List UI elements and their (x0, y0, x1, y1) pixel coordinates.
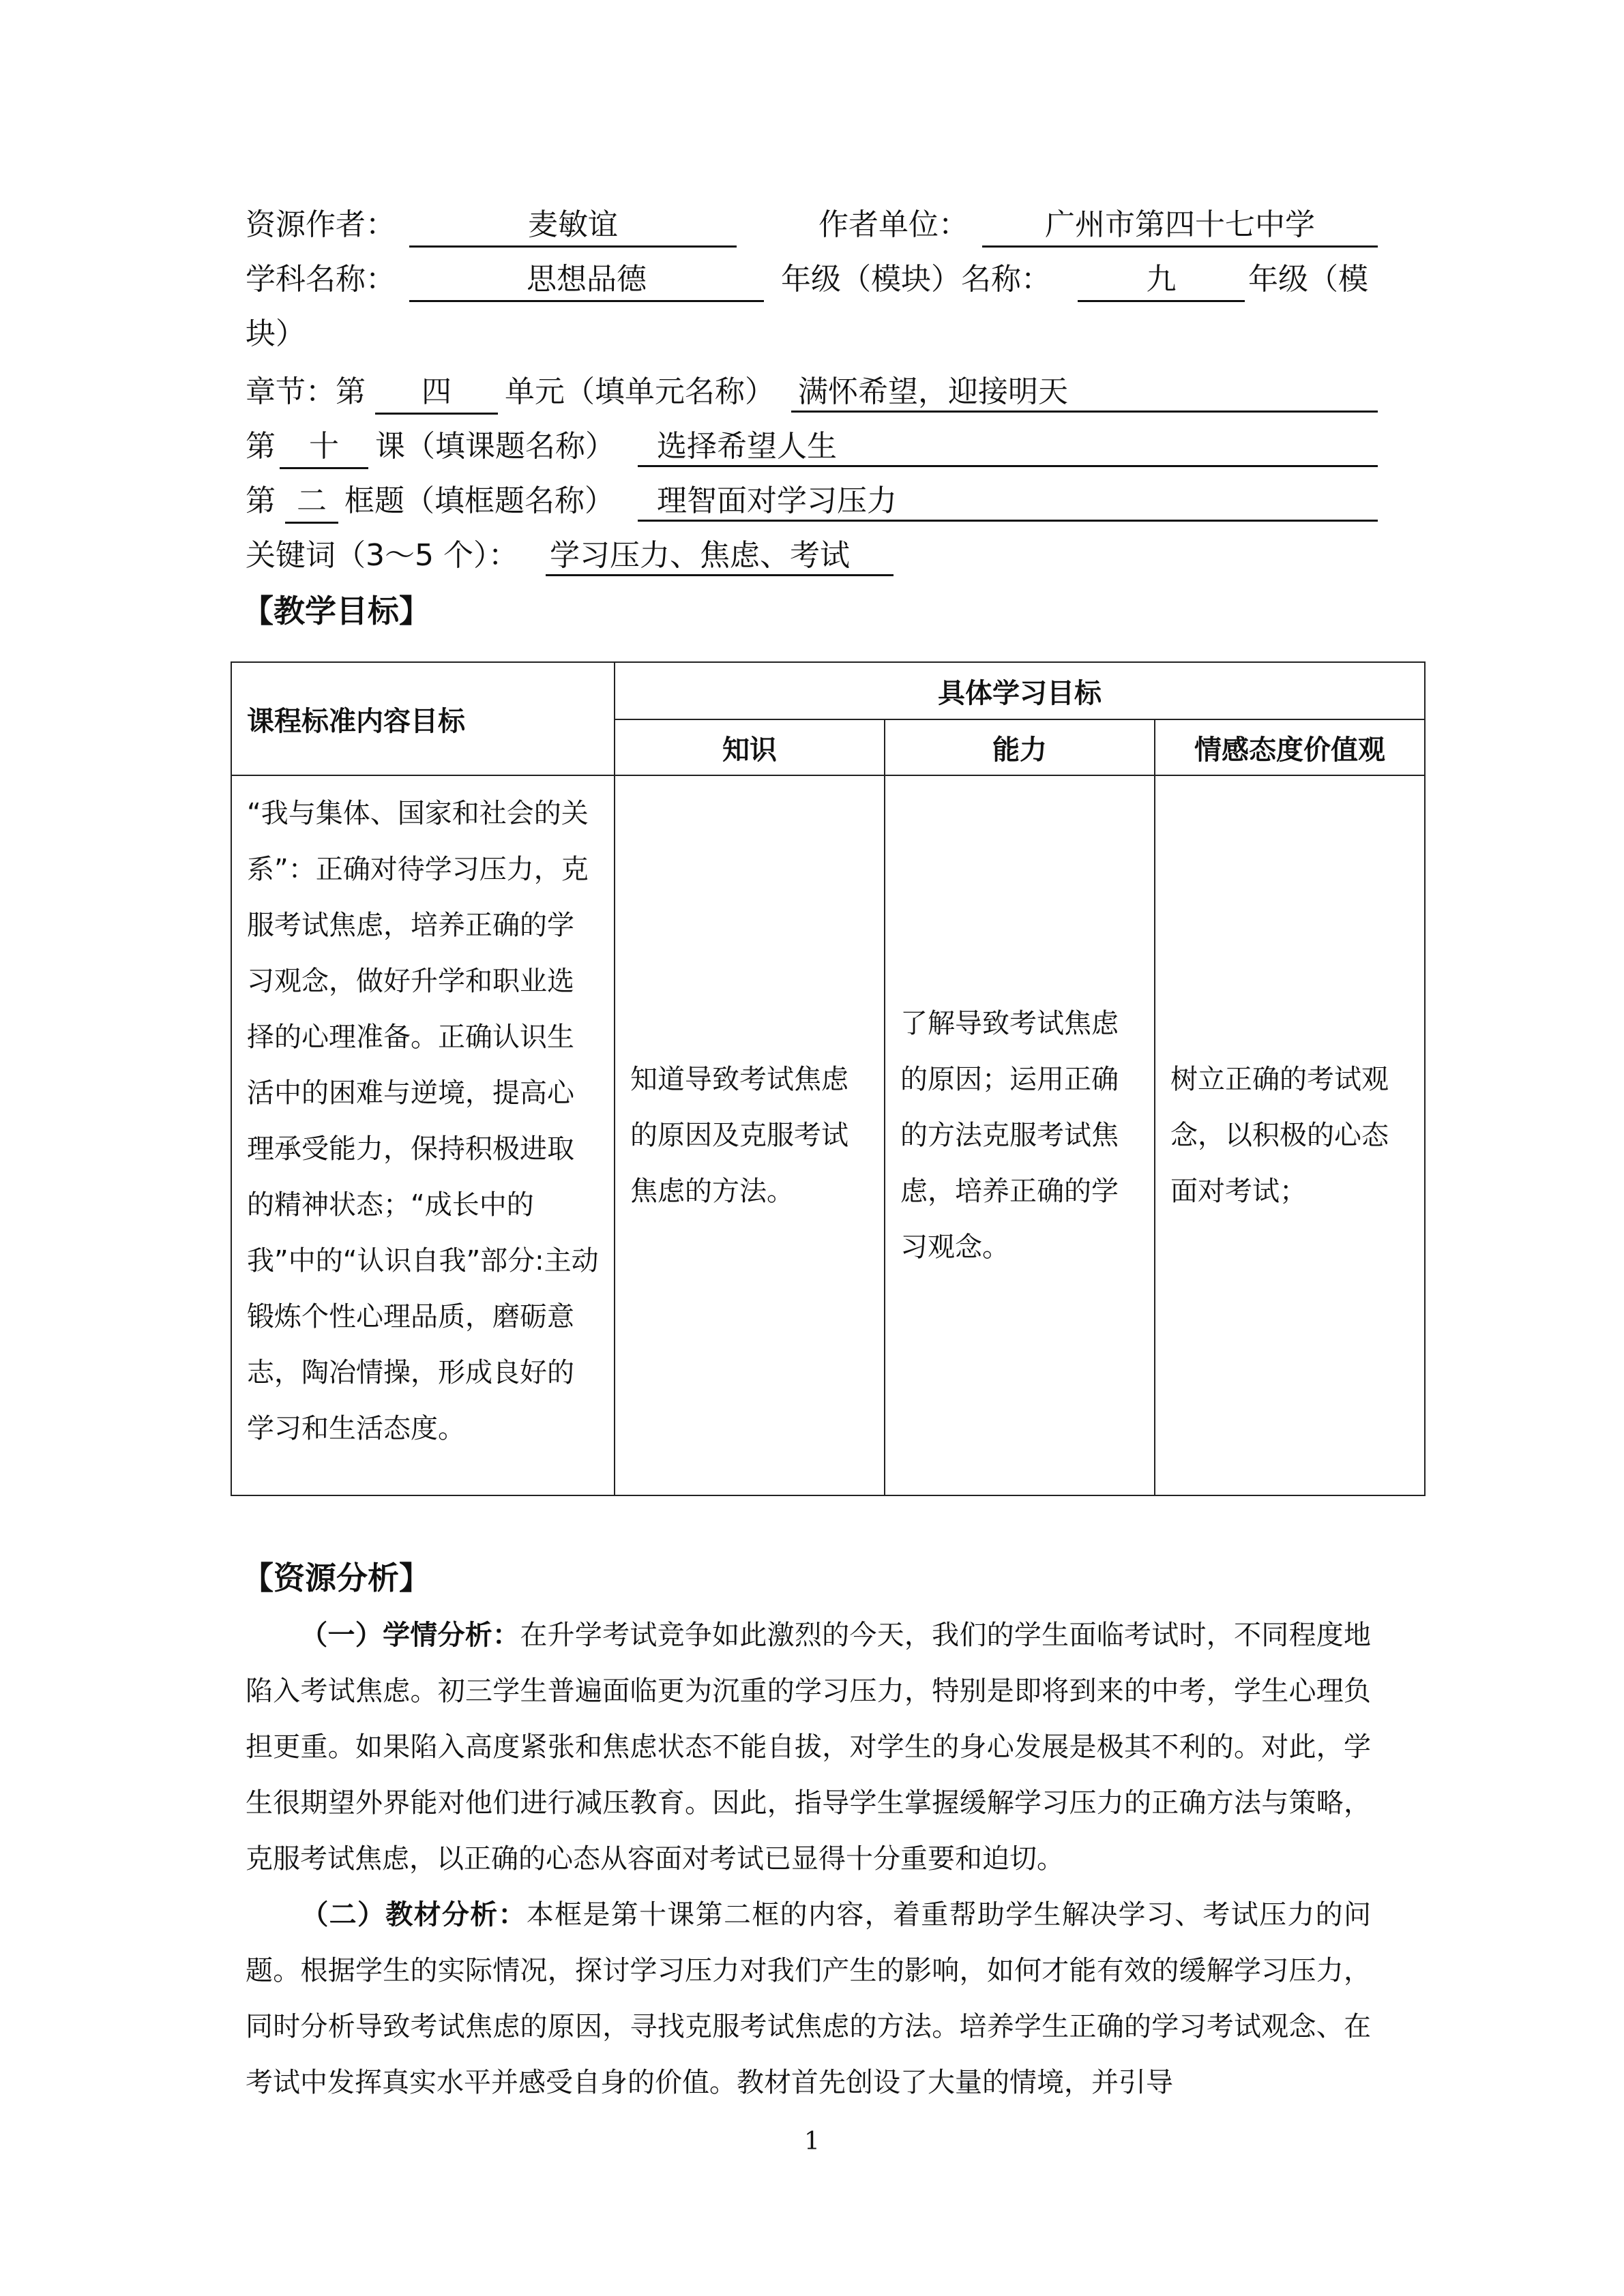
lesson-prefix: 第 (246, 429, 276, 464)
grade-label: 年级（模块）名称： (781, 262, 1051, 297)
col-standard-header: 课程标准内容目标 (231, 662, 615, 775)
resource-analysis-heading: 【资源分析】 (242, 1560, 430, 1596)
textbook-analysis-label: （二）教材分析： (300, 1899, 527, 1930)
subject-value: 思想品德 (409, 259, 764, 302)
keywords-value: 学习压力、焦虑、考试 (546, 535, 894, 576)
unit-value: 广州市第四十七中学 (982, 205, 1378, 248)
author-label: 资源作者： (246, 207, 396, 242)
student-analysis-text: 在升学考试竞争如此激烈的今天，我们的学生面临考试时，不同程度地陷入考试焦虑。初三学生普遍面临更为沉重的学习压力，特别是即将到来的中考，学生心理负担更重。如果陷入高度紧张和焦虑状态不能自拔，对学生的身心发展是极其不利的。对此，学生很期望外界能对他们进行减压教育。因此，指导学生掌握缓解学习压力的正确方法与策略，克服考试焦虑，以正确的心态从容面对考试已显得十分重要和迫切。 (246, 1620, 1372, 1875)
page-number: 1 (804, 2128, 820, 2156)
student-analysis-paragraph (246, 1607, 1371, 1887)
student-analysis-label: （一）学情分析： (300, 1620, 520, 1651)
author-value: 麦敏谊 (409, 205, 737, 248)
lesson-mid: 课（填课题名称） (375, 429, 615, 464)
attitude-goal-cell: 树立正确的考试观念，以积极的心态面对考试； (1155, 775, 1425, 1495)
grade-suffix: 年级（模 (1248, 262, 1368, 297)
col-attitude-header: 情感态度价值观 (1155, 719, 1425, 775)
grade-suffix-cont: 块） (246, 316, 306, 351)
ability-goal-cell: 了解导致考试焦虑的原因；运用正确的方法克服考试焦虑，培养正确的学习观念。 (885, 775, 1155, 1495)
standard-goal-cell: “我与集体、国家和社会的关系”：正确对待学习压力，克服考试焦虑，培养正确的学习观念，做好升学和职业选择的心理准备。正确认识生活中的困难与逆境，提高心理承受能力，保持积极进取的精神状态；“成长中的我”中的“认识自我”部分:主动锻炼个性心理品质，磨砺意志，陶冶情操，形成良好的学习和生活态度。 (231, 775, 615, 1495)
frame-prefix: 第 (246, 483, 276, 518)
frame-name: 理智面对学习压力 (638, 481, 1378, 522)
keywords-label: 关键词（3～5 个）： (246, 538, 518, 573)
chapter-name: 满怀希望，迎接明天 (791, 372, 1378, 413)
chapter-number: 四 (375, 372, 498, 415)
teaching-goals-table (231, 661, 1426, 1496)
unit-label: 作者单位： (818, 207, 969, 242)
teaching-goals-heading: 【教学目标】 (242, 593, 430, 629)
specific-goals-header: 具体学习目标 (615, 662, 1425, 719)
textbook-analysis-text: 本框是第十课第二框的内容，着重帮助学生解决学习、考试压力的问题。根据学生的实际情况，探讨学习压力对我们产生的影响，如何才能有效的缓解学习压力，同时分析导致考试焦虑的原因，寻找克服考试焦虑的方法。培养学生正确的学习考试观念、在考试中发挥真实水平并感受自身的价值。教材首先创设了大量的情境，并引导 (246, 1899, 1372, 2098)
frame-mid: 框题（填框题名称） (344, 483, 615, 518)
textbook-analysis-paragraph (246, 1887, 1371, 2111)
chapter-mid: 单元（填单元名称） (505, 374, 775, 409)
col-ability-header: 能力 (885, 719, 1155, 775)
knowledge-goal-cell: 知道导致考试焦虑的原因及克服考试焦虑的方法。 (615, 775, 885, 1495)
grade-value: 九 (1078, 259, 1245, 302)
subject-label: 学科名称： (246, 262, 396, 297)
chapter-prefix: 章节：第 (246, 374, 366, 409)
lesson-number: 十 (280, 426, 368, 469)
lesson-name: 选择希望人生 (638, 426, 1378, 467)
frame-number: 二 (285, 481, 338, 524)
col-knowledge-header: 知识 (615, 719, 885, 775)
